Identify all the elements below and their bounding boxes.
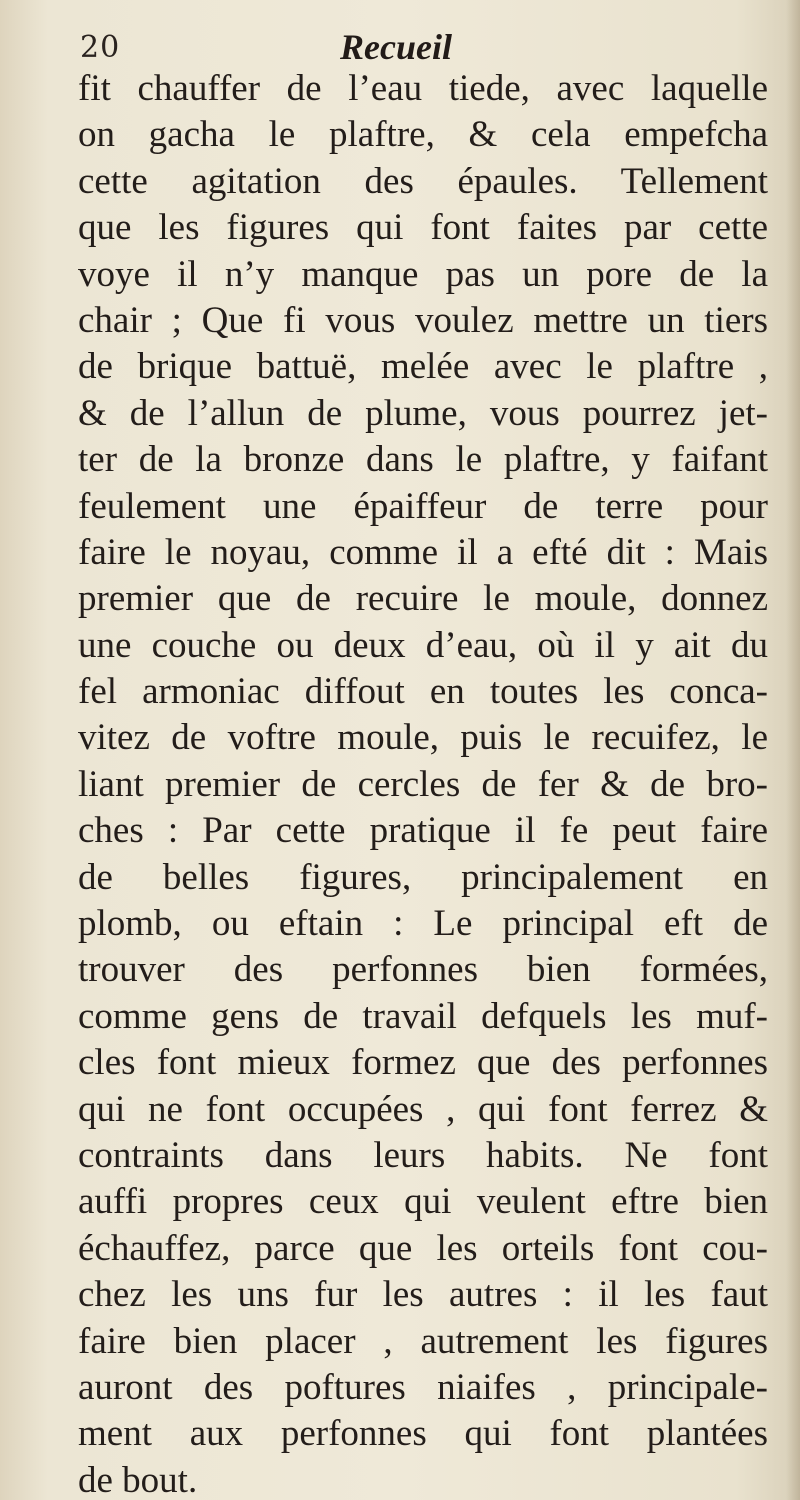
text-line: de belles figures, principalement en — [78, 856, 768, 898]
text-line: échauffez, parce que les orteils font cou- — [78, 1227, 768, 1269]
running-title: Recueil — [340, 27, 452, 67]
text-line: cette agitation des épaules. Tellement — [78, 160, 768, 202]
text-line: ches : Par cette pratique il fe peut faire — [78, 810, 768, 852]
body-text — [78, 66, 768, 1500]
text-line: on gacha le plaftre, & cela empefcha — [78, 114, 768, 156]
text-line: auffi propres ceux qui veulent eftre bien — [78, 1181, 768, 1223]
text-line: faire le noyau, comme il a efté dit : Mais — [78, 531, 768, 573]
text-line: chez les uns fur les autres : il les faut — [78, 1274, 768, 1316]
text-line: fit chauffer de l’eau tiede, avec laquelle — [78, 68, 768, 109]
text-line: de brique battuë, melée avec le plaftre , — [78, 346, 768, 388]
text-line: fel armoniac diffout en toutes les conca- — [78, 671, 768, 713]
text-line: contraints dans leurs habits. Ne font — [78, 1134, 768, 1176]
text-line: chair ; Que fi vous voulez mettre un tiers — [78, 299, 768, 341]
text-line: une couche ou deux d’eau, où il y ait du — [78, 624, 768, 666]
text-line: voye il n’y manque pas un pore de la — [78, 253, 768, 295]
text-line: & de l’allun de plume, vous pourrez jet- — [78, 392, 768, 434]
text-line: cles font mieux formez que des perfonnes — [78, 1042, 768, 1084]
running-head — [80, 22, 700, 72]
text-line: liant premier de cercles de fer & de bro- — [78, 763, 768, 805]
page-number: 20 — [80, 30, 121, 65]
text-line: premier que de recuire le moule, donnez — [78, 578, 768, 620]
text-line: vitez de voftre moule, puis le recuifez, le — [78, 717, 768, 759]
text-line: faire bien placer , autrement les figures — [78, 1320, 768, 1362]
text-line: plomb, ou eftain : Le principal eft de — [78, 903, 768, 945]
text-line: de bout. — [78, 1459, 198, 1500]
page-edge-shadow — [786, 0, 800, 1500]
text-line: que les figures qui font faites par cette — [78, 207, 768, 249]
text-line: comme gens de travail defquels les muf- — [78, 995, 768, 1037]
text-line: feulement une épaiffeur de terre pour — [78, 485, 768, 527]
text-line: ter de la bronze dans le plaftre, y faifant — [78, 439, 768, 481]
text-line: trouver des perfonnes bien formées, — [78, 949, 768, 991]
text-line: qui ne font occupées , qui font ferrez & — [78, 1088, 768, 1130]
text-line: ment aux perfonnes qui font plantées — [78, 1413, 768, 1455]
text-line: auront des poftures niaifes , principale- — [78, 1366, 768, 1408]
